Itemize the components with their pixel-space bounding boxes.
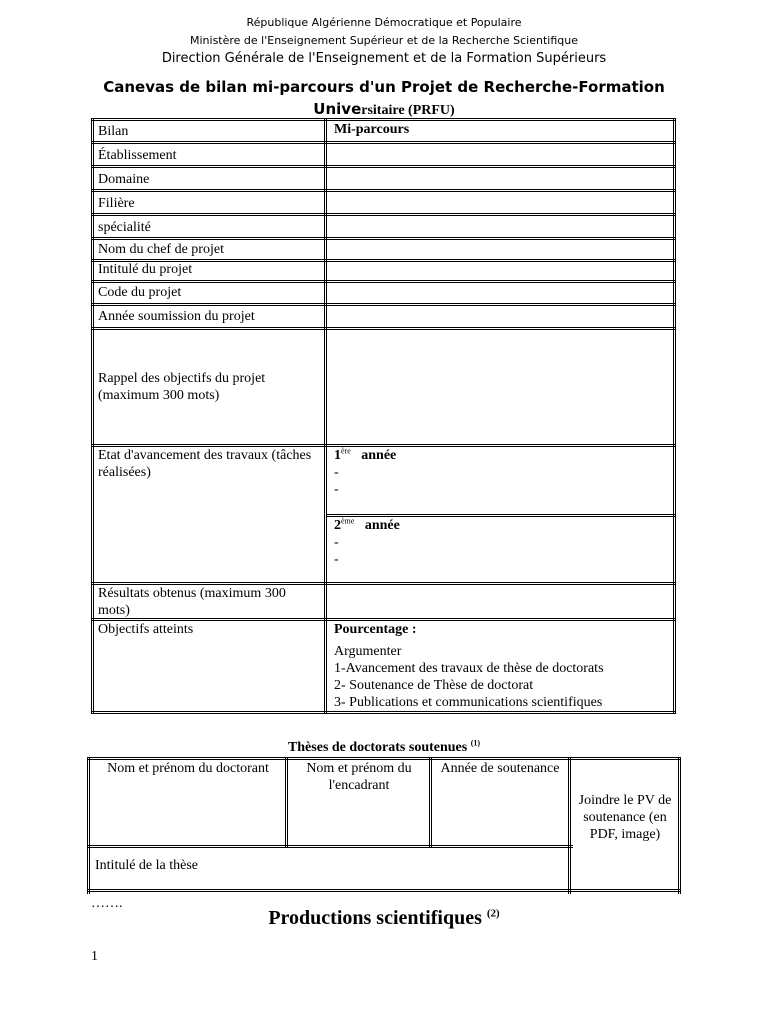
year2-num: 2 xyxy=(334,518,341,533)
row-etablissement-label: Établissement xyxy=(98,148,177,163)
republic-line: République Algérienne Démocratique et Populaire xyxy=(246,16,522,29)
argumenter-label: Argumenter xyxy=(334,644,402,659)
intitule-these-label: Intitulé de la thèse xyxy=(95,858,199,873)
year1-num: 1 xyxy=(334,448,341,463)
page-number: 1 xyxy=(91,949,98,964)
row-chef-label: Nom du chef de projet xyxy=(98,242,224,257)
ellipsis-text: ……. xyxy=(91,896,123,911)
ministry-line: Ministère de l'Enseignement Supérieur et de la Recherche Scientifique xyxy=(190,34,578,47)
row-annee-label: Année soumission du projet xyxy=(98,309,255,324)
document-subtitle xyxy=(0,100,768,119)
year1-heading xyxy=(334,447,396,464)
atteints-item-2: 2- Soutenance de Thèse de doctorat xyxy=(334,678,534,693)
row-bilan-label: Bilan xyxy=(98,124,129,139)
row-domaine-label: Domaine xyxy=(98,172,150,187)
subtitle-part2: rsitaire (PRFU) xyxy=(361,103,455,118)
productions-title-text: Productions scientifiques xyxy=(268,907,482,929)
avancement-label: Etat d'avancement des travaux (tâches réalisées) xyxy=(98,448,312,480)
col-pv: Joindre le PV de soutenance (en PDF, image) xyxy=(578,793,672,842)
col-doctorant: Nom et prénom du doctorant xyxy=(107,761,269,776)
row-bilan-value: Mi-parcours xyxy=(334,122,410,137)
year2-heading xyxy=(334,517,400,534)
row-filiere-label: Filière xyxy=(98,196,135,211)
theses-note: (1) xyxy=(470,738,481,748)
col-encadrant: Nom et prénom du l'encadrant xyxy=(306,761,412,793)
year1-sup: ère xyxy=(341,446,351,456)
row-specialite-label: spécialité xyxy=(98,220,151,235)
theses-table xyxy=(87,757,681,894)
document-title: Canevas de bilan mi-parcours d'un Projet de Recherche-Formation xyxy=(103,78,665,96)
productions-note: (2) xyxy=(486,907,500,920)
atteints-item-1: 1-Avancement des travaux de thèse de doctorats xyxy=(334,661,604,676)
year1-dash-2: - xyxy=(334,482,339,497)
col-annee: Année de soutenance xyxy=(440,761,560,776)
rappel-objectifs-label: Rappel des objectifs du projet (maximum 300 mots) xyxy=(98,371,266,403)
year1-word: année xyxy=(361,448,397,463)
resultats-label: Résultats obtenus (maximum 300 mots) xyxy=(98,586,286,618)
row-intitule-label: Intitulé du projet xyxy=(98,262,193,277)
theses-title: Thèses de doctorats soutenues xyxy=(287,740,468,755)
direction-line: Direction Générale de l'Enseignement et de la Formation Supérieurs xyxy=(161,51,607,66)
theses-section-title xyxy=(0,739,768,756)
pourcentage-label: Pourcentage : xyxy=(334,622,417,637)
atteints-item-3: 3- Publications et communications scientifiques xyxy=(334,695,603,710)
year1-dash-1: - xyxy=(334,465,339,480)
year2-dash-2: - xyxy=(334,552,339,567)
row-code-label: Code du projet xyxy=(98,285,182,300)
bilan-form-table xyxy=(91,118,676,714)
year2-sup: ème xyxy=(341,516,355,526)
subtitle-part1: Unive xyxy=(313,100,362,118)
productions-title xyxy=(0,907,768,930)
atteints-label: Objectifs atteints xyxy=(98,622,194,637)
year2-word: année xyxy=(364,518,400,533)
year2-dash-1: - xyxy=(334,535,339,550)
